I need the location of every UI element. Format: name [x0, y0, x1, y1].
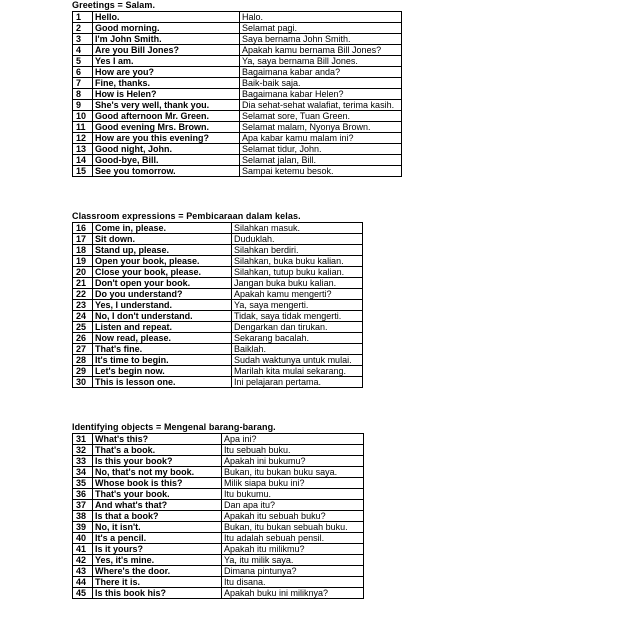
indonesian-translation: Selamat sore, Tuan Green.	[240, 111, 402, 122]
phrase-table	[72, 11, 402, 177]
table-row	[73, 89, 402, 100]
table-row	[73, 577, 364, 588]
english-phrase: Where's the door.	[93, 566, 222, 577]
english-phrase: Is that a book?	[93, 511, 222, 522]
indonesian-translation: Apa ini?	[222, 434, 364, 445]
english-phrase: Is it yours?	[93, 544, 222, 555]
indonesian-translation: Silahkan masuk.	[232, 223, 363, 234]
row-number: 12	[73, 133, 93, 144]
table-row	[73, 133, 402, 144]
row-number: 13	[73, 144, 93, 155]
english-phrase: No, it isn't.	[93, 522, 222, 533]
indonesian-translation: Apa kabar kamu malam ini?	[240, 133, 402, 144]
indonesian-translation: Duduklah.	[232, 234, 363, 245]
indonesian-translation: Bukan, itu bukan sebuah buku.	[222, 522, 364, 533]
indonesian-translation: Sampai ketemu besok.	[240, 166, 402, 177]
indonesian-translation: Itu sebuah buku.	[222, 445, 364, 456]
row-number: 16	[73, 223, 93, 234]
english-phrase: Is this your book?	[93, 456, 222, 467]
row-number: 25	[73, 322, 93, 333]
table-row	[73, 566, 364, 577]
row-number: 34	[73, 467, 93, 478]
table-row	[73, 478, 364, 489]
section-greetings	[72, 0, 402, 177]
table-row	[73, 533, 364, 544]
row-number: 23	[73, 300, 93, 311]
english-phrase: Stand up, please.	[93, 245, 232, 256]
english-phrase: And what's that?	[93, 500, 222, 511]
row-number: 3	[73, 34, 93, 45]
row-number: 20	[73, 267, 93, 278]
indonesian-translation: Itu bukumu.	[222, 489, 364, 500]
indonesian-translation: Jangan buka buku kalian.	[232, 278, 363, 289]
table-row	[73, 555, 364, 566]
row-number: 43	[73, 566, 93, 577]
english-phrase: How are you this evening?	[93, 133, 240, 144]
table-row	[73, 355, 363, 366]
table-row	[73, 45, 402, 56]
english-phrase: Good morning.	[93, 23, 240, 34]
table-row	[73, 155, 402, 166]
english-phrase: Good-bye, Bill.	[93, 155, 240, 166]
row-number: 18	[73, 245, 93, 256]
english-phrase: It's a pencil.	[93, 533, 222, 544]
row-number: 28	[73, 355, 93, 366]
indonesian-translation: Baik-baik saja.	[240, 78, 402, 89]
table-row	[73, 377, 363, 388]
indonesian-translation: Sekarang bacalah.	[232, 333, 363, 344]
table-row	[73, 234, 363, 245]
row-number: 5	[73, 56, 93, 67]
indonesian-translation: Milik siapa buku ini?	[222, 478, 364, 489]
indonesian-translation: Itu adalah sebuah pensil.	[222, 533, 364, 544]
english-phrase: Come in, please.	[93, 223, 232, 234]
table-row	[73, 245, 363, 256]
english-phrase: How are you?	[93, 67, 240, 78]
row-number: 40	[73, 533, 93, 544]
english-phrase: Good afternoon Mr. Green.	[93, 111, 240, 122]
row-number: 9	[73, 100, 93, 111]
english-phrase: No, that's not my book.	[93, 467, 222, 478]
row-number: 14	[73, 155, 93, 166]
indonesian-translation: Apakah itu milikmu?	[222, 544, 364, 555]
table-row	[73, 23, 402, 34]
indonesian-translation: Apakah kamu mengerti?	[232, 289, 363, 300]
indonesian-translation: Silahkan, tutup buku kalian.	[232, 267, 363, 278]
table-row	[73, 166, 402, 177]
indonesian-translation: Marilah kita mulai sekarang.	[232, 366, 363, 377]
indonesian-translation: Itu disana.	[222, 577, 364, 588]
english-phrase: I'm John Smith.	[93, 34, 240, 45]
indonesian-translation: Silahkan berdiri.	[232, 245, 363, 256]
row-number: 44	[73, 577, 93, 588]
indonesian-translation: Silahkan, buka buku kalian.	[232, 256, 363, 267]
indonesian-translation: Selamat pagi.	[240, 23, 402, 34]
row-number: 8	[73, 89, 93, 100]
indonesian-translation: Halo.	[240, 12, 402, 23]
indonesian-translation: Dengarkan dan tirukan.	[232, 322, 363, 333]
row-number: 10	[73, 111, 93, 122]
table-row	[73, 223, 363, 234]
row-number: 42	[73, 555, 93, 566]
indonesian-translation: Apakah buku ini miliknya?	[222, 588, 364, 599]
indonesian-translation: Selamat malam, Nyonya Brown.	[240, 122, 402, 133]
table-row	[73, 445, 364, 456]
indonesian-translation: Selamat tidur, John.	[240, 144, 402, 155]
english-phrase: Yes I am.	[93, 56, 240, 67]
table-row	[73, 500, 364, 511]
english-phrase: Open your book, please.	[93, 256, 232, 267]
table-row	[73, 12, 402, 23]
row-number: 11	[73, 122, 93, 133]
row-number: 7	[73, 78, 93, 89]
english-phrase: This is lesson one.	[93, 377, 232, 388]
indonesian-translation: Apakah ini bukumu?	[222, 456, 364, 467]
row-number: 19	[73, 256, 93, 267]
english-phrase: Listen and repeat.	[93, 322, 232, 333]
english-phrase: How is Helen?	[93, 89, 240, 100]
row-number: 45	[73, 588, 93, 599]
row-number: 37	[73, 500, 93, 511]
english-phrase: Close your book, please.	[93, 267, 232, 278]
table-row	[73, 522, 364, 533]
section-title: Classroom expressions = Pembicaraan dalam kelas.	[72, 211, 301, 221]
indonesian-translation: Bagaimana kabar anda?	[240, 67, 402, 78]
english-phrase: No, I don't understand.	[93, 311, 232, 322]
row-number: 24	[73, 311, 93, 322]
english-phrase: She's very well, thank you.	[93, 100, 240, 111]
english-phrase: What's this?	[93, 434, 222, 445]
table-row	[73, 333, 363, 344]
row-number: 29	[73, 366, 93, 377]
row-number: 35	[73, 478, 93, 489]
indonesian-translation: Selamat jalan, Bill.	[240, 155, 402, 166]
row-number: 36	[73, 489, 93, 500]
table-row	[73, 289, 363, 300]
english-phrase: Now read, please.	[93, 333, 232, 344]
english-phrase: Hello.	[93, 12, 240, 23]
table-row	[73, 434, 364, 445]
english-phrase: Good night, John.	[93, 144, 240, 155]
row-number: 4	[73, 45, 93, 56]
english-phrase: Are you Bill Jones?	[93, 45, 240, 56]
table-row	[73, 456, 364, 467]
row-number: 22	[73, 289, 93, 300]
indonesian-translation: Sudah waktunya untuk mulai.	[232, 355, 363, 366]
table-row	[73, 256, 363, 267]
table-row	[73, 56, 402, 67]
table-row	[73, 544, 364, 555]
english-phrase: That's fine.	[93, 344, 232, 355]
table-row	[73, 467, 364, 478]
indonesian-translation: Dia sehat-sehat walafiat, terima kasih.	[240, 100, 402, 111]
row-number: 27	[73, 344, 93, 355]
english-phrase: Fine, thanks.	[93, 78, 240, 89]
row-number: 26	[73, 333, 93, 344]
english-phrase: Don't open your book.	[93, 278, 232, 289]
indonesian-translation: Dimana pintunya?	[222, 566, 364, 577]
indonesian-translation: Baiklah.	[232, 344, 363, 355]
english-phrase: Let's begin now.	[93, 366, 232, 377]
table-row	[73, 311, 363, 322]
english-phrase: That's a book.	[93, 445, 222, 456]
table-row	[73, 144, 402, 155]
table-row	[73, 366, 363, 377]
row-number: 30	[73, 377, 93, 388]
english-phrase: There it is.	[93, 577, 222, 588]
row-number: 33	[73, 456, 93, 467]
table-row	[73, 78, 402, 89]
row-number: 31	[73, 434, 93, 445]
english-phrase: Yes, it's mine.	[93, 555, 222, 566]
section-title: Identifying objects = Mengenal barang-barang.	[72, 422, 276, 432]
english-phrase: Do you understand?	[93, 289, 232, 300]
english-phrase: See you tomorrow.	[93, 166, 240, 177]
indonesian-translation: Ya, itu milik saya.	[222, 555, 364, 566]
row-number: 17	[73, 234, 93, 245]
row-number: 15	[73, 166, 93, 177]
indonesian-translation: Ini pelajaran pertama.	[232, 377, 363, 388]
table-row	[73, 588, 364, 599]
row-number: 39	[73, 522, 93, 533]
indonesian-translation: Apakah kamu bernama Bill Jones?	[240, 45, 402, 56]
row-number: 38	[73, 511, 93, 522]
indonesian-translation: Dan apa itu?	[222, 500, 364, 511]
row-number: 32	[73, 445, 93, 456]
indonesian-translation: Ya, saya bernama Bill Jones.	[240, 56, 402, 67]
table-row	[73, 100, 402, 111]
section-title: Greetings = Salam.	[72, 0, 156, 10]
row-number: 21	[73, 278, 93, 289]
english-phrase: Good evening Mrs. Brown.	[93, 122, 240, 133]
section-classroom	[72, 211, 363, 388]
table-row	[73, 300, 363, 311]
row-number: 1	[73, 12, 93, 23]
row-number: 2	[73, 23, 93, 34]
english-phrase: Whose book is this?	[93, 478, 222, 489]
indonesian-translation: Saya bernama John Smith.	[240, 34, 402, 45]
indonesian-translation: Bagaimana kabar Helen?	[240, 89, 402, 100]
table-row	[73, 67, 402, 78]
table-row	[73, 278, 363, 289]
indonesian-translation: Apakah itu sebuah buku?	[222, 511, 364, 522]
table-row	[73, 322, 363, 333]
english-phrase: Is this book his?	[93, 588, 222, 599]
indonesian-translation: Bukan, itu bukan buku saya.	[222, 467, 364, 478]
indonesian-translation: Ya, saya mengerti.	[232, 300, 363, 311]
table-row	[73, 344, 363, 355]
english-phrase: That's your book.	[93, 489, 222, 500]
english-phrase: Sit down.	[93, 234, 232, 245]
row-number: 6	[73, 67, 93, 78]
table-row	[73, 489, 364, 500]
table-row	[73, 111, 402, 122]
table-row	[73, 511, 364, 522]
table-row	[73, 34, 402, 45]
english-phrase: It's time to begin.	[93, 355, 232, 366]
indonesian-translation: Tidak, saya tidak mengerti.	[232, 311, 363, 322]
phrase-table	[72, 222, 363, 388]
row-number: 41	[73, 544, 93, 555]
section-objects	[72, 422, 364, 599]
table-row	[73, 267, 363, 278]
english-phrase: Yes, I understand.	[93, 300, 232, 311]
table-row	[73, 122, 402, 133]
phrase-table	[72, 433, 364, 599]
